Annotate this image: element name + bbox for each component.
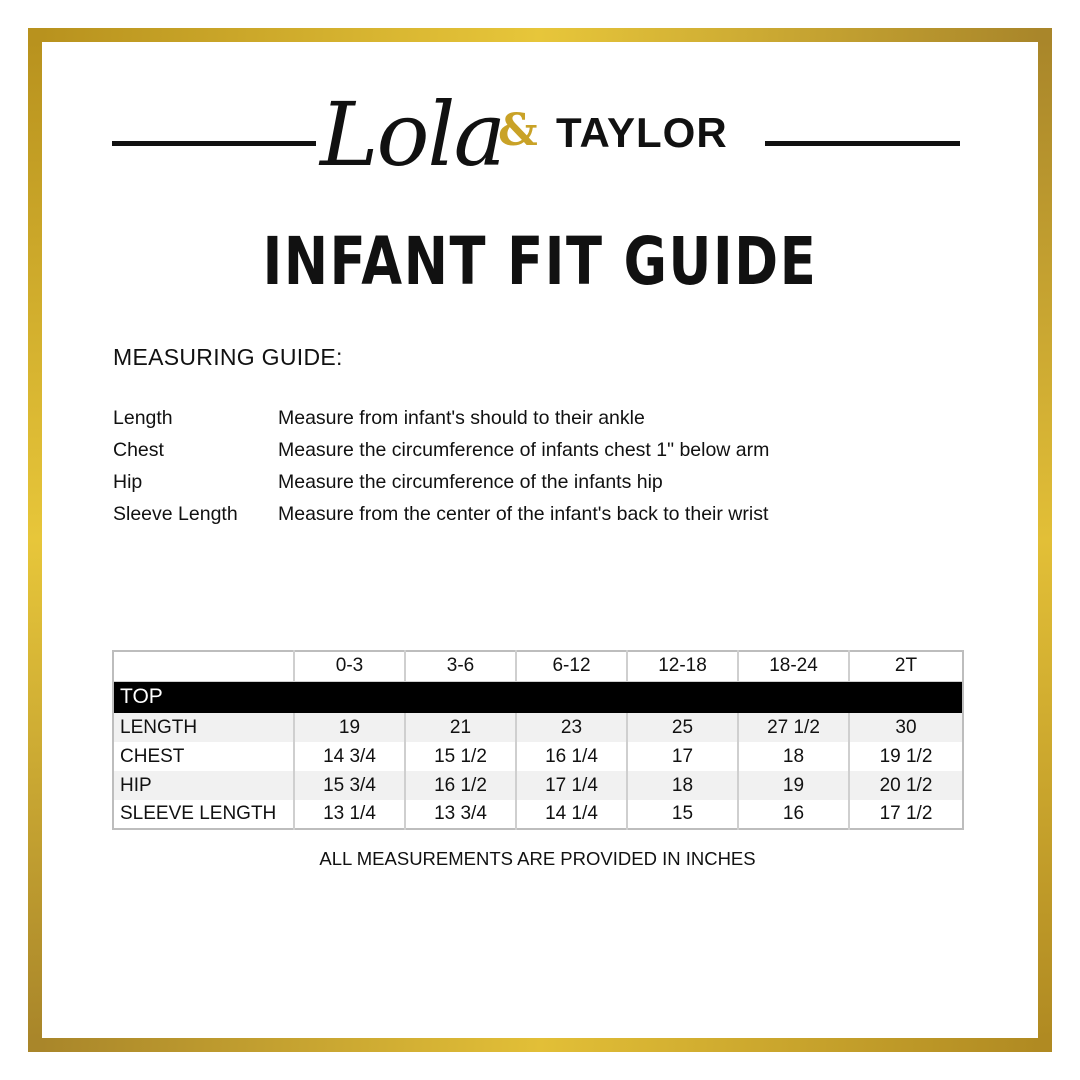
logo-rule-right: [765, 141, 960, 146]
table-row: [113, 713, 963, 742]
guide-item: [113, 402, 973, 434]
table-cell: 23: [516, 713, 627, 742]
header-cell-blank: [113, 651, 294, 681]
table-cell: 21: [405, 713, 516, 742]
table-cell: 13 1/4: [294, 800, 405, 829]
table-cell: 18: [738, 742, 849, 771]
guide-term: Sleeve Length: [113, 503, 238, 525]
table-cell: 15 3/4: [294, 771, 405, 800]
guide-term: Hip: [113, 471, 143, 493]
table-row: [113, 742, 963, 771]
table-cell: 14 1/4: [516, 800, 627, 829]
brand-logo: [0, 84, 1080, 194]
guide-term: Length: [113, 407, 173, 429]
table-cell: 15 1/2: [405, 742, 516, 771]
guide-description: Measure from infant's should to their ankle: [278, 407, 645, 429]
table-cell: 16 1/4: [516, 742, 627, 771]
guide-item: [113, 498, 973, 530]
section-label: TOP: [113, 681, 963, 713]
guide-description: Measure the circumference of infants chest 1" below arm: [278, 439, 770, 461]
table-cell: 19 1/2: [849, 742, 963, 771]
row-label: CHEST: [120, 745, 185, 767]
size-table: [112, 650, 964, 830]
logo-ampersand: &: [498, 105, 538, 156]
measuring-guide-heading: MEASURING GUIDE:: [113, 344, 343, 370]
logo-caps-text: TAYLOR: [556, 109, 728, 156]
table-cell: 25: [627, 713, 738, 742]
table-cell: 16 1/2: [405, 771, 516, 800]
table-cell: 17 1/2: [849, 800, 963, 829]
table-cell: 13 3/4: [405, 800, 516, 829]
table-cell: 30: [849, 713, 963, 742]
table-cell: 18: [627, 771, 738, 800]
guide-item: [113, 434, 973, 466]
guide-description: Measure the circumference of the infants hip: [278, 471, 663, 493]
table-cell: 16: [738, 800, 849, 829]
table-row: [113, 800, 963, 829]
table-cell: 15: [627, 800, 738, 829]
logo-rule-left: [112, 141, 316, 146]
header-cell: 18-24: [738, 651, 849, 681]
row-label: SLEEVE LENGTH: [120, 803, 277, 824]
logo-script-text: Lola: [320, 83, 505, 186]
section-row-top: [113, 681, 963, 713]
table-cell: 27 1/2: [738, 713, 849, 742]
units-footnote: ALL MEASUREMENTS ARE PROVIDED IN INCHES: [319, 848, 756, 869]
measuring-guide-list: [113, 402, 973, 530]
row-label: LENGTH: [113, 713, 294, 742]
header-cell: 2T: [849, 651, 963, 681]
guide-description: Measure from the center of the infant's back to their wrist: [278, 503, 769, 525]
table-row: [113, 771, 963, 800]
row-label: HIP: [113, 771, 294, 800]
header-cell: 6-12: [516, 651, 627, 681]
table-cell: 19: [738, 771, 849, 800]
table-cell: 17: [627, 742, 738, 771]
table-cell: 17 1/4: [516, 771, 627, 800]
table-cell: 19: [294, 713, 405, 742]
header-cell: 12-18: [627, 651, 738, 681]
header-cell: 3-6: [405, 651, 516, 681]
size-header-row: [113, 651, 963, 681]
page-title: INFANT FIT GUIDE: [262, 223, 818, 300]
guide-item: [113, 466, 973, 498]
guide-term: Chest: [113, 439, 164, 461]
table-cell: 20 1/2: [849, 771, 963, 800]
header-cell: 0-3: [294, 651, 405, 681]
table-cell: 14 3/4: [294, 742, 405, 771]
